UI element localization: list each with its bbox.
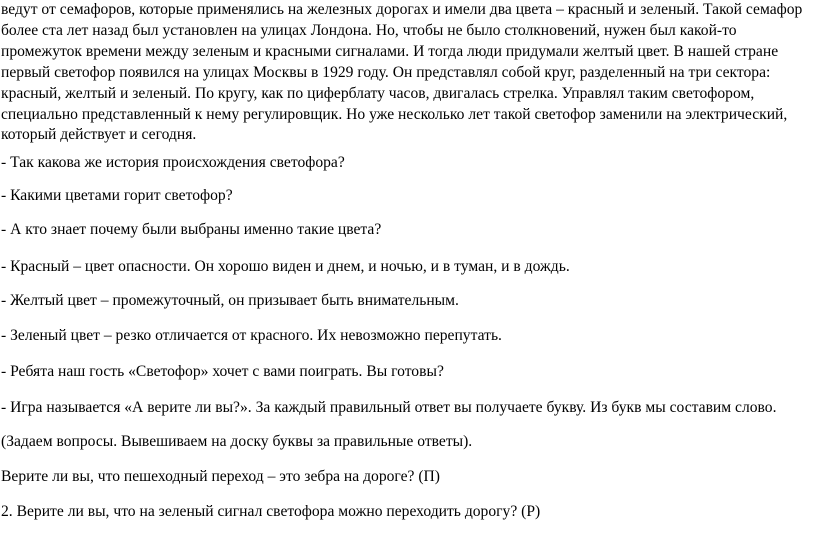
answer-line: - Желтый цвет – промежуточный, он призывает быть внимательным. [1,292,459,309]
question-line: - Какими цветами горит светофор? [1,187,233,204]
answer-line: - Зеленый цвет – резко отличается от красного. Их невозможно перепутать. [1,327,502,344]
instruction-line: (Задаем вопросы. Вывешиваем на доску буквы за правильные ответы). [1,433,473,450]
intro-line: специально представленный к нему регулировщик. Но уже несколько лет такой светофор заменили на электрический, [1,105,788,123]
intro-line: красный, желтый и зеленый. По кругу, как по циферблату часов, двигалась стрелка. Управлял таким светофором, [1,84,755,102]
intro-line: первый светофор появился на улицах Москвы в 1929 году. Он представлял собой круг, разделенный на три сектора: [1,63,771,81]
intro-line: более ста лет назад был установлен на улицах Лондона. Но, чтобы не было столкновений, нужен был какой-то [1,21,737,39]
answer-line: - Красный – цвет опасности. Он хорошо виден и днем, и ночью, и в туман, и в дождь. [1,258,570,275]
quiz-question-line: 2. Верите ли вы, что на зеленый сигнал светофора можно переходить дорогу? (Р) [1,503,541,520]
intro-paragraph [1,0,815,146]
question-line: - Так какова же история происхождения светофора? [1,154,345,171]
intro-line: который действует и сегодня. [1,126,197,144]
quiz-question-line: Верите ли вы, что пешеходный переход – это зебра на дороге? (П) [1,468,440,485]
question-line: - А кто знает почему были выбраны именно такие цвета? [1,221,382,238]
game-rules-line: - Игра называется «А верите ли вы?». За каждый правильный ответ вы получаете букву. Из букв мы составим слово. [1,399,777,416]
dialogue-line: - Ребята наш гость «Светофор» хочет с вами поиграть. Вы готовы? [1,363,444,380]
intro-line: промежуток времени между зеленым и красными сигналами. И тогда люди придумали желтый цвет. В нашей стране [1,42,779,60]
intro-line: ведут от семафоров, которые применялись на железных дорогах и имели два цвета – красный и зеленый. Такой семафор [1,1,803,18]
